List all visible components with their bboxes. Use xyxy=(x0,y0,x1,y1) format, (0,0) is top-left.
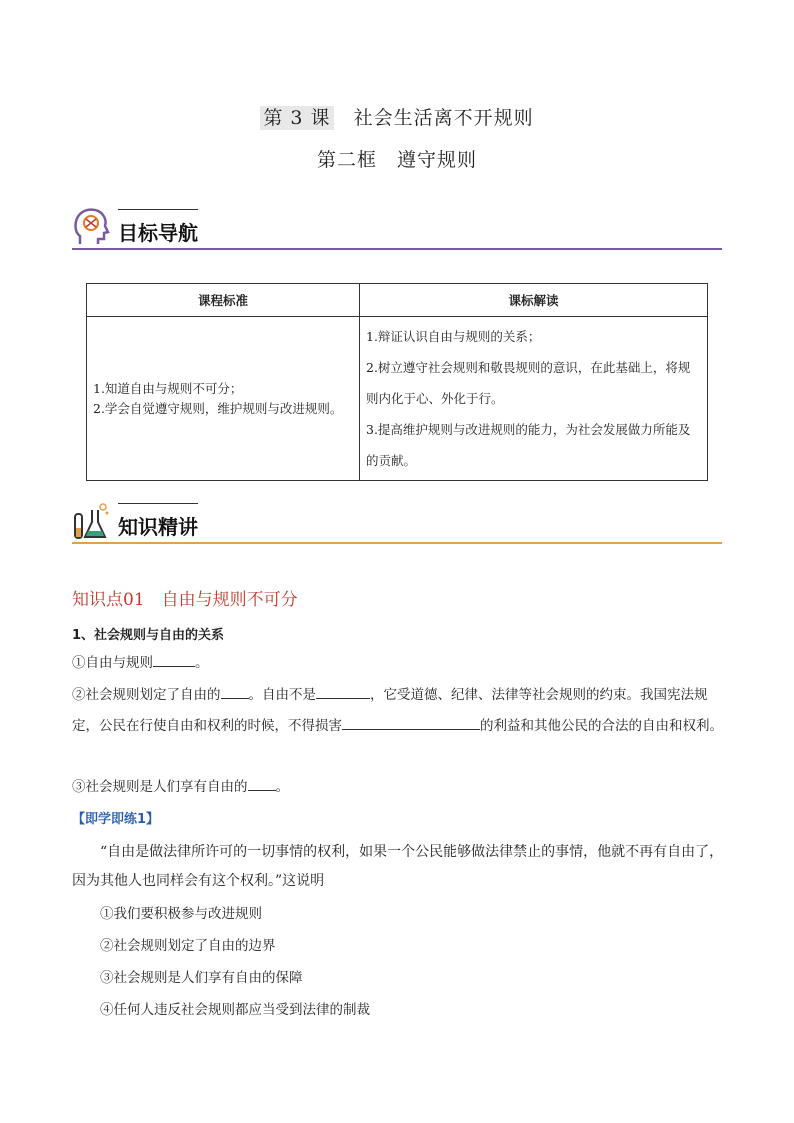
option-3[interactable]: ③社会规则是人们享有自由的保障 xyxy=(100,970,303,986)
practice-label: 【即学即练1】 xyxy=(72,812,160,827)
standard-item: 2.学会自觉遵守规则，维护规则与改进规则。 xyxy=(93,400,343,416)
table-header-row xyxy=(87,284,708,317)
knowledge-point-title: 知识点01 自由与规则不可分 xyxy=(72,590,298,610)
col-header-standard: 课程标准 xyxy=(87,284,360,317)
section-header-goal xyxy=(72,206,722,250)
point-line-3 xyxy=(72,772,724,803)
section-title-knowledge: 知识精讲 xyxy=(118,515,198,539)
option-1[interactable]: ①我们要积极参与改进规则 xyxy=(100,906,262,922)
section-header-knowledge xyxy=(72,500,722,544)
header-top-rule xyxy=(118,209,198,210)
lesson-name: 社会生活离不开规则 xyxy=(353,107,534,129)
text: 。自由不是 xyxy=(248,687,316,703)
fill-blank[interactable] xyxy=(248,778,276,791)
option-2[interactable]: ②社会规则划定了自由的边界 xyxy=(100,938,276,954)
text: ，它受道德、纪律、法律等社会规则的约束。我国宪法规定，公民在行使自由和权利的时候，不得损害 xyxy=(72,687,708,734)
text: ②社会规则划定了自由的 xyxy=(72,687,221,703)
lesson-title xyxy=(0,103,794,130)
fill-blank[interactable] xyxy=(153,654,195,667)
option-4[interactable]: ④任何人违反社会规则都应当受到法律的制裁 xyxy=(100,1002,370,1018)
practice-question: “自由是做法律所许可的一切事情的权利，如果一个公民能够做法律禁止的事情，他就不再有自由了，因为其他人也同样会有这个权利。”这说明 xyxy=(72,844,724,889)
section-rule xyxy=(72,248,722,250)
text: 。 xyxy=(275,779,289,795)
lesson-number: 第 3 课 xyxy=(260,106,333,130)
head-brain-icon xyxy=(72,206,110,248)
text: 的利益和其他公民的合法的自由和权利。 xyxy=(480,718,723,734)
standard-cell xyxy=(87,317,360,481)
fill-blank[interactable] xyxy=(316,686,370,699)
standard-item: 1.知道自由与规则不可分； xyxy=(93,380,243,396)
section-rule xyxy=(72,542,722,544)
fill-blank[interactable] xyxy=(342,717,480,730)
interpretation-item: 1.辩证认识自由与规则的关系； xyxy=(366,329,541,344)
section-title-goal: 目标导航 xyxy=(118,221,198,245)
lesson-subtitle: 第二框 遵守规则 xyxy=(316,149,477,171)
text: 。 xyxy=(195,655,209,671)
flask-icon xyxy=(72,500,110,542)
table-row xyxy=(87,317,708,481)
interpretation-cell xyxy=(360,317,708,481)
header-top-rule xyxy=(118,503,198,504)
col-header-interpretation: 课标解读 xyxy=(360,284,708,317)
curriculum-table xyxy=(86,283,708,481)
interpretation-item: 2.树立遵守社会规则和敬畏规则的意识，在此基础上，将规则内化于心、外化于行。 xyxy=(366,360,691,406)
interpretation-item: 3.提高维护规则与改进规则的能力，为社会发展做力所能及的贡献。 xyxy=(366,422,691,468)
point-line-1 xyxy=(72,648,724,679)
sub-heading: 1、社会规则与自由的关系 xyxy=(72,628,225,643)
text: ①自由与规则 xyxy=(72,655,153,671)
point-line-2 xyxy=(72,680,724,742)
text: ③社会规则是人们享有自由的 xyxy=(72,779,248,795)
fill-blank[interactable] xyxy=(221,686,249,699)
